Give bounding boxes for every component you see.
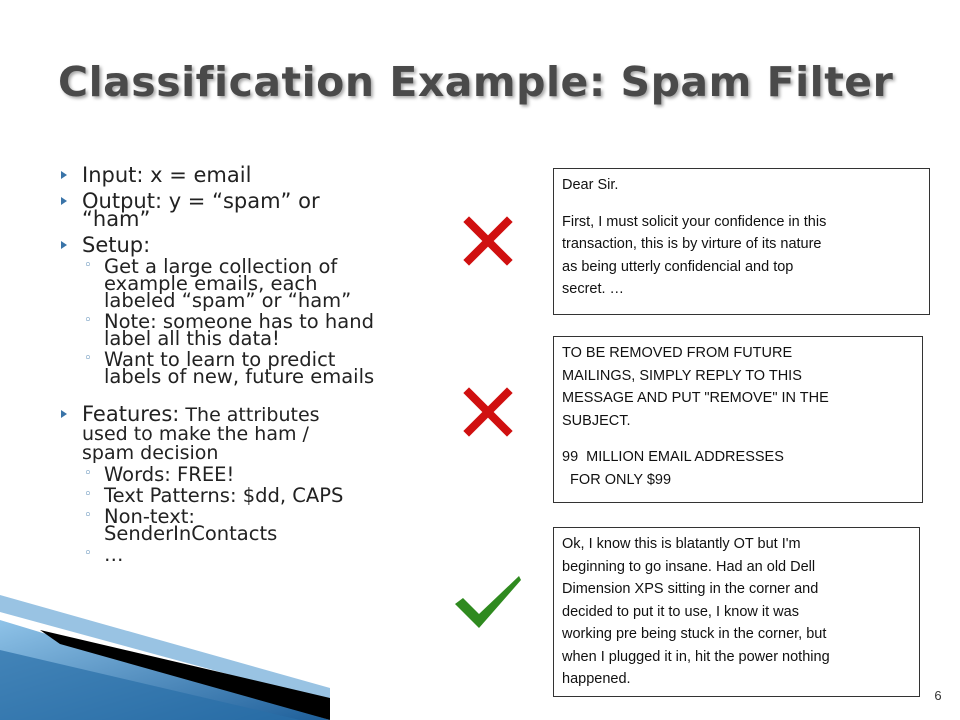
bullet-features: Features: The attributes used to make the ham / spam decision [60, 405, 440, 462]
corner-decoration [0, 580, 330, 720]
bullet-output: Output: y = “spam” or “ham” [60, 192, 440, 228]
circle-bullet-icon: ◦ [84, 351, 92, 366]
red-x-icon [461, 385, 515, 439]
green-check-icon [451, 572, 525, 632]
circle-bullet-icon: ◦ [84, 258, 92, 273]
feature-item: ◦ Words: FREE! [84, 463, 235, 486]
bullet-input: Input: x = email [60, 166, 440, 184]
red-x-icon [461, 214, 515, 268]
circle-bullet-icon: ◦ [84, 466, 92, 481]
arrow-bullet-icon [61, 197, 67, 205]
email-box: Ok, I know this is blatantly OT but I'm beginning to go insane. Had an old Dell Dimension XPS sitting in the corner and decided to put it to use, I know it was working pre being stuck in the corner, but when I plugged it in, hit the power nothing happened. [553, 527, 920, 697]
bullet-setup: Setup: [60, 236, 440, 254]
arrow-bullet-icon [61, 171, 67, 179]
setup-item: ◦ Want to learn to predict labels of new, future emails [84, 348, 375, 388]
arrow-bullet-icon [61, 410, 67, 418]
email-box: Dear Sir. First, I must solicit your confidence in this transaction, this is by virture of its nature as being utterly confidencial and top secret. … [553, 168, 930, 315]
email-box: TO BE REMOVED FROM FUTURE MAILINGS, SIMPLY REPLY TO THIS MESSAGE AND PUT "REMOVE" IN THE SUBJECT. 99 MILLION EMAIL ADDRESSES FOR ONLY $99 [553, 336, 923, 503]
feature-item: ◦ … [84, 543, 124, 566]
feature-item: ◦ Non-text: SenderInContacts [84, 505, 278, 545]
circle-bullet-icon: ◦ [84, 546, 92, 561]
page-number: 6 [934, 688, 942, 703]
slide-title: Classification Example: Spam Filter [58, 58, 894, 106]
circle-bullet-icon: ◦ [84, 508, 92, 523]
setup-item: ◦ Note: someone has to hand label all this data! [84, 310, 374, 350]
circle-bullet-icon: ◦ [84, 487, 92, 502]
feature-item: ◦ Text Patterns: $dd, CAPS [84, 484, 344, 507]
setup-item: ◦ Get a large collection of example emails, each labeled “spam” or “ham” [84, 255, 352, 312]
arrow-bullet-icon [61, 241, 67, 249]
bullet-list [60, 158, 440, 566]
circle-bullet-icon: ◦ [84, 313, 92, 328]
